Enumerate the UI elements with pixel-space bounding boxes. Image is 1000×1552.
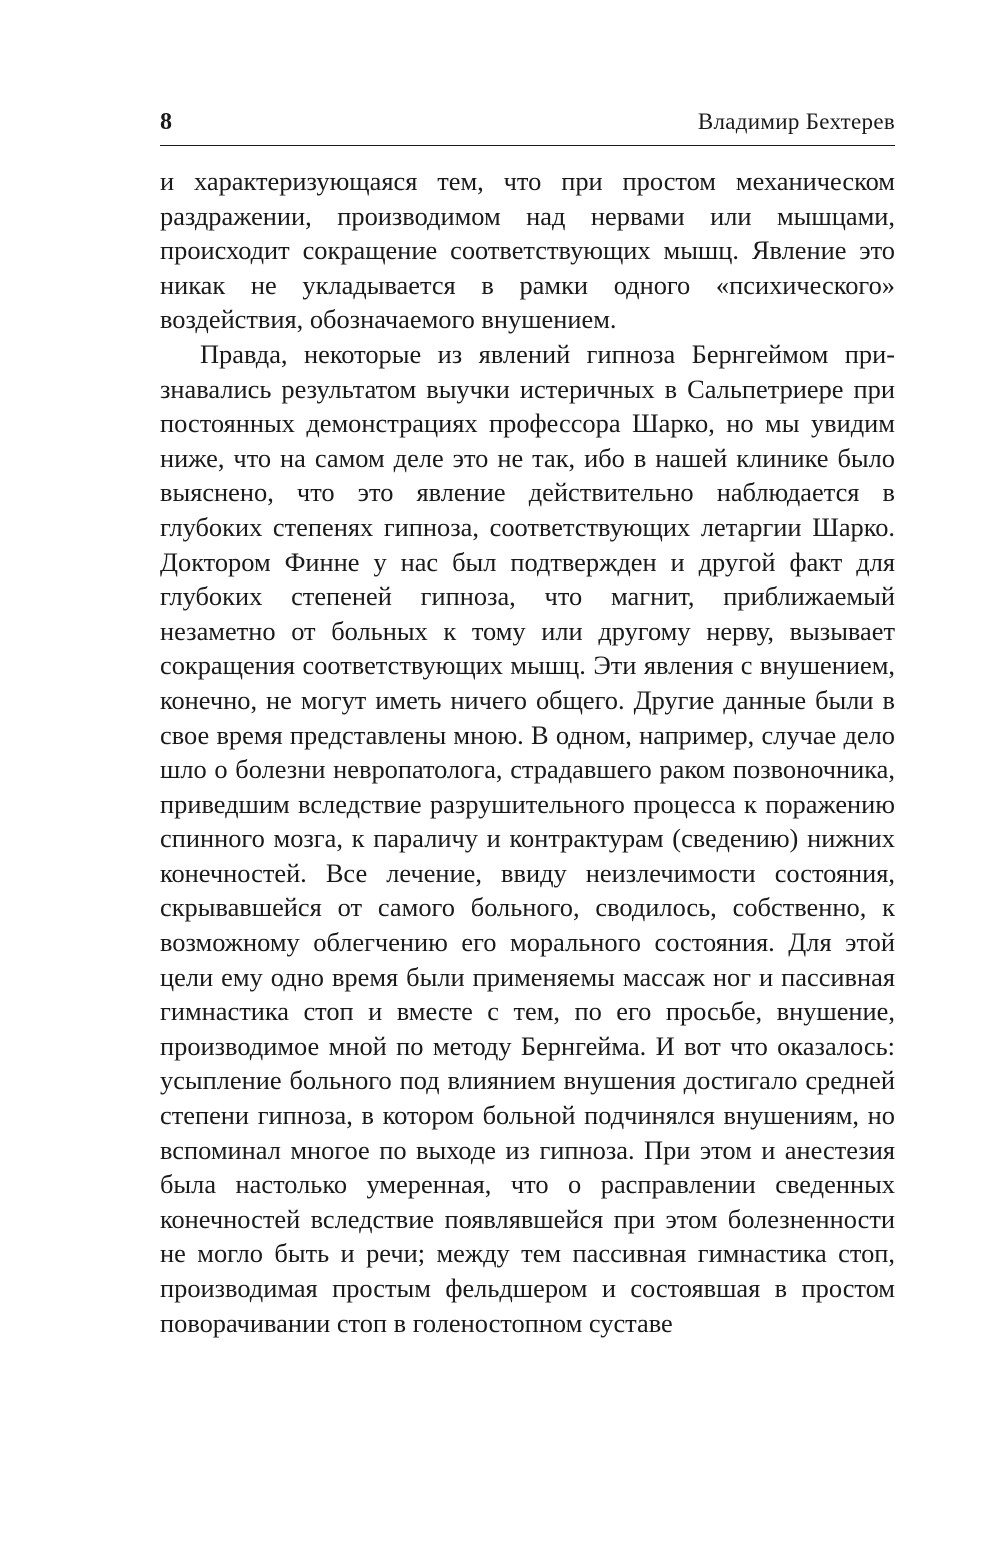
running-header — [160, 108, 895, 146]
running-title-author: Владимир Бехтерев — [697, 109, 895, 134]
page-number: 8 — [160, 109, 172, 135]
paragraph-continued: и характеризующаяся тем, что при простом механическом раздражении, производимом над нервами или мышцами, происходит сокращение соответствующих мышц. Явление это никак не укладывается в рамки одного «психического» воздействия, обозначаемого внушением. — [160, 166, 895, 335]
body-text — [160, 164, 895, 1340]
paragraph-main: Правда, некоторые из явлений гипноза Бернгеймом признавались результатом выучки истеричных в Сальпетриере при постоянных демонстрациях профессора Шарко, но мы увидим ниже, что на самом деле это не так, ибо в нашей клинике было выяснено, что это явление действительно наблюдается в глубоких степенях гипноза, соответствующих летаргии Шарко. Доктором Финне у нас был подтвержден и другой факт для глубоких степеней гипноза, что магнит, приближаемый незаметно от больных к тому или другому нерву, вызывает сокращения соответствующих мышц. Эти явления с внушением, конечно, не могут иметь ничего общего. Другие данные были в свое время представлены мною. В одном, например, случае дело шло о болезни невропатолога, страдавшего раком позвоночника, приведшим вследствие разрушительного процесса к поражению спинного мозга, к параличу и контрактурам (сведению) нижних конечностей. Все лечение, ввиду неизлечимости состояния, скрывавшейся от самого больного, сводилось, собственно, к возможному облегчению его морального состояния. Для этой цели ему одно время были применяемы массаж ног и пассивная гимнастика стоп и вместе с тем, по его просьбе, внушение, производимое мной по методу Бернгейма. И вот что оказалось: усыпление больного под влиянием внушения достигало средней степени гипноза, в котором больной подчинялся внушениям, но вспоминал многое по выходе из гипноза. При этом и анестезия была настолько умеренная, что о расправлении сведенных конечностей вследствие появлявшейся при этом болезненности не могло быть и речи; между тем пассивная гимнастика стоп, производимая простым фельдшером и состоявшая в простом поворачивании стоп в голеностопном суставе — [160, 338, 895, 1338]
book-page — [160, 108, 895, 1340]
